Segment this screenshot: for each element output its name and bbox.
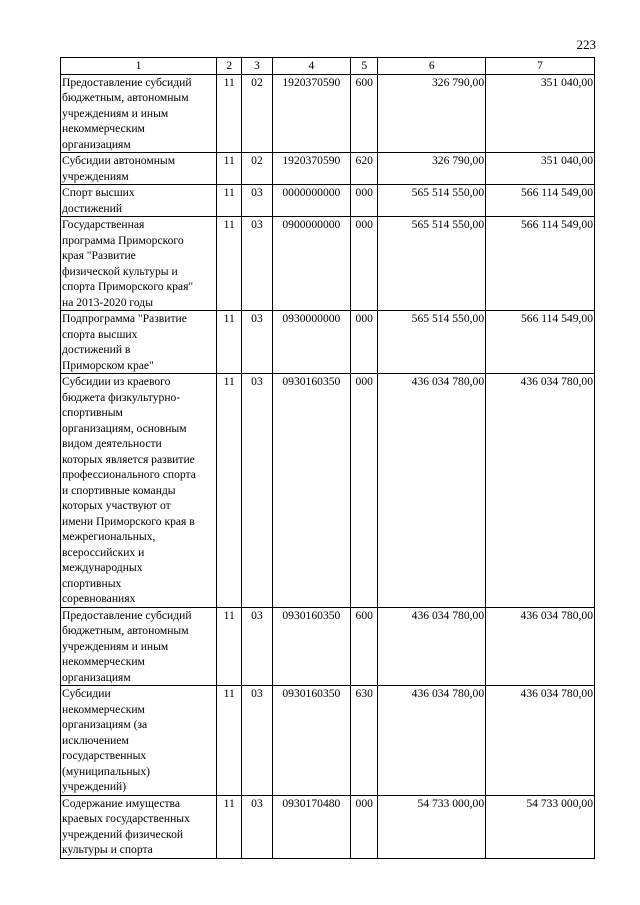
section-code: 11 bbox=[217, 74, 242, 153]
subsection-code: 03 bbox=[242, 374, 272, 608]
amount-year-2: 436 034 780,00 bbox=[486, 374, 595, 608]
amount-year-2: 351 040,00 bbox=[486, 74, 595, 153]
row-name-line: края "Развитие bbox=[62, 249, 136, 262]
row-name-line: Субсидии автономным bbox=[62, 154, 176, 167]
row-name-line: профессионального спорта bbox=[62, 468, 196, 481]
row-name bbox=[61, 607, 217, 686]
row-name-line: Содержание имущества bbox=[62, 796, 181, 810]
target-article-code: 0930000000 bbox=[272, 311, 351, 374]
row-name-line: спортивных bbox=[62, 576, 122, 590]
table-row bbox=[61, 607, 595, 686]
amount-year-2: 436 034 780,00 bbox=[486, 607, 595, 686]
row-name-line: бюджетным, автономным bbox=[62, 91, 189, 104]
column-header-7: 7 bbox=[486, 58, 595, 75]
table-body bbox=[61, 74, 595, 858]
row-name-line: организациям bbox=[62, 137, 131, 151]
target-article-code: 1920370590 bbox=[272, 74, 351, 153]
section-code: 11 bbox=[217, 607, 242, 686]
expense-type-code: 000 bbox=[351, 374, 378, 608]
subsection-code: 03 bbox=[242, 311, 272, 374]
row-name-line: межрегиональных, bbox=[62, 530, 156, 543]
amount-year-1: 436 034 780,00 bbox=[378, 686, 486, 796]
subsection-code: 02 bbox=[242, 153, 272, 185]
amount-year-2: 566 114 549,00 bbox=[486, 311, 595, 374]
header-row bbox=[61, 58, 595, 75]
column-header-4: 4 bbox=[272, 58, 351, 75]
row-name-line: Приморском крае" bbox=[62, 358, 154, 372]
row-name-line: некоммерческим bbox=[62, 655, 145, 668]
subsection-code: 03 bbox=[242, 686, 272, 796]
amount-year-2: 436 034 780,00 bbox=[486, 686, 595, 796]
target-article-code: 1920370590 bbox=[272, 153, 351, 185]
row-name bbox=[61, 153, 217, 185]
row-name-line: Предоставление субсидий bbox=[62, 75, 192, 89]
subsection-code: 03 bbox=[242, 795, 272, 858]
row-name bbox=[61, 374, 217, 608]
section-code: 11 bbox=[217, 217, 242, 311]
table-row bbox=[61, 74, 595, 153]
target-article-code: 0000000000 bbox=[272, 185, 351, 217]
expense-type-code: 600 bbox=[351, 74, 378, 153]
section-code: 11 bbox=[217, 185, 242, 217]
page-number: 223 bbox=[576, 37, 596, 52]
amount-year-1: 565 514 550,00 bbox=[378, 311, 486, 374]
target-article-code: 0930170480 bbox=[272, 795, 351, 858]
row-name-line: бюджетным, автономным bbox=[62, 624, 189, 637]
amount-year-1: 326 790,00 bbox=[378, 74, 486, 153]
amount-year-1: 54 733 000,00 bbox=[378, 795, 486, 858]
table-row bbox=[61, 185, 595, 217]
expense-type-code: 000 bbox=[351, 795, 378, 858]
expense-type-code: 620 bbox=[351, 153, 378, 185]
row-name bbox=[61, 795, 217, 858]
column-header-2: 2 bbox=[217, 58, 242, 75]
subsection-code: 02 bbox=[242, 74, 272, 153]
row-name-line: программа Приморского bbox=[62, 233, 184, 247]
column-header-5: 5 bbox=[351, 58, 378, 75]
amount-year-1: 326 790,00 bbox=[378, 153, 486, 185]
row-name-line: спорта Приморского края" bbox=[62, 280, 194, 293]
expense-type-code: 630 bbox=[351, 686, 378, 796]
row-name-line: на 2013-2020 годы bbox=[62, 295, 154, 309]
row-name-line: учреждений) bbox=[62, 780, 127, 793]
row-name-line: организациям, основным bbox=[62, 421, 187, 435]
table-row bbox=[61, 311, 595, 374]
table-row bbox=[61, 795, 595, 858]
amount-year-1: 565 514 550,00 bbox=[378, 185, 486, 217]
row-name bbox=[61, 686, 217, 796]
row-name-line: достижений в bbox=[62, 343, 131, 356]
section-code: 11 bbox=[217, 153, 242, 185]
row-name-line: Субсидии bbox=[62, 687, 111, 700]
row-name-line: спортивным bbox=[62, 406, 123, 419]
row-name-line: спорта высших bbox=[62, 327, 138, 341]
row-name-line: соревнованиях bbox=[62, 592, 136, 605]
row-name-line: которых является развитие bbox=[62, 452, 195, 466]
target-article-code: 0900000000 bbox=[272, 217, 351, 311]
section-code: 11 bbox=[217, 374, 242, 608]
amount-year-2: 54 733 000,00 bbox=[486, 795, 595, 858]
row-name-line: некоммерческим bbox=[62, 122, 145, 135]
row-name bbox=[61, 74, 217, 153]
row-name-line: учреждениям и иным bbox=[62, 106, 169, 120]
section-code: 11 bbox=[217, 795, 242, 858]
row-name-line: исключением bbox=[62, 733, 129, 747]
target-article-code: 0930160350 bbox=[272, 374, 351, 608]
expense-type-code: 000 bbox=[351, 185, 378, 217]
row-name-line: достижений bbox=[62, 201, 123, 215]
subsection-code: 03 bbox=[242, 185, 272, 217]
row-name-line: краевых государственных bbox=[62, 812, 190, 825]
expense-type-code: 600 bbox=[351, 607, 378, 686]
table-row bbox=[61, 686, 595, 796]
row-name-line: культуры и спорта bbox=[62, 843, 153, 856]
table-header bbox=[61, 58, 595, 75]
section-code: 11 bbox=[217, 686, 242, 796]
row-name-line: имени Приморского края в bbox=[62, 514, 195, 528]
table-row bbox=[61, 153, 595, 185]
row-name-line: бюджета физкультурно- bbox=[62, 390, 181, 404]
row-name-line: всероссийских и bbox=[62, 545, 145, 559]
row-name-line: некоммерческим bbox=[62, 702, 145, 716]
row-name-line: и спортивные команды bbox=[62, 483, 176, 497]
row-name bbox=[61, 311, 217, 374]
row-name-line: учреждениям bbox=[62, 169, 129, 183]
row-name-line: Субсидии из краевого bbox=[62, 375, 171, 388]
row-name-line: которых участвуют от bbox=[62, 499, 171, 512]
row-name-line: Государственная bbox=[62, 218, 145, 231]
row-name-line: учреждений физической bbox=[62, 827, 184, 841]
row-name-line: Подпрограмма "Развитие bbox=[62, 312, 187, 325]
column-header-6: 6 bbox=[378, 58, 486, 75]
section-code: 11 bbox=[217, 311, 242, 374]
subsection-code: 03 bbox=[242, 217, 272, 311]
target-article-code: 0930160350 bbox=[272, 686, 351, 796]
amount-year-1: 436 034 780,00 bbox=[378, 374, 486, 608]
amount-year-1: 436 034 780,00 bbox=[378, 607, 486, 686]
row-name-line: государственных bbox=[62, 749, 147, 762]
row-name-line: международных bbox=[62, 561, 143, 574]
table-row bbox=[61, 217, 595, 311]
amount-year-1: 565 514 550,00 bbox=[378, 217, 486, 311]
row-name-line: Спорт высших bbox=[62, 186, 135, 199]
expense-type-code: 000 bbox=[351, 311, 378, 374]
row-name-line: организациям (за bbox=[62, 718, 148, 731]
amount-year-2: 351 040,00 bbox=[486, 153, 595, 185]
budget-table bbox=[60, 57, 595, 859]
row-name-line: видом деятельности bbox=[62, 437, 162, 450]
amount-year-2: 566 114 549,00 bbox=[486, 185, 595, 217]
column-header-3: 3 bbox=[242, 58, 272, 75]
column-header-1: 1 bbox=[61, 58, 217, 75]
table-row bbox=[61, 374, 595, 608]
row-name bbox=[61, 217, 217, 311]
expense-type-code: 000 bbox=[351, 217, 378, 311]
row-name-line: организациям bbox=[62, 670, 131, 684]
row-name-line: (муниципальных) bbox=[62, 764, 150, 778]
row-name bbox=[61, 185, 217, 217]
target-article-code: 0930160350 bbox=[272, 607, 351, 686]
row-name-line: физической культуры и bbox=[62, 264, 178, 278]
row-name-line: Предоставление субсидий bbox=[62, 608, 192, 622]
amount-year-2: 566 114 549,00 bbox=[486, 217, 595, 311]
subsection-code: 03 bbox=[242, 607, 272, 686]
row-name-line: учреждениям и иным bbox=[62, 639, 169, 653]
